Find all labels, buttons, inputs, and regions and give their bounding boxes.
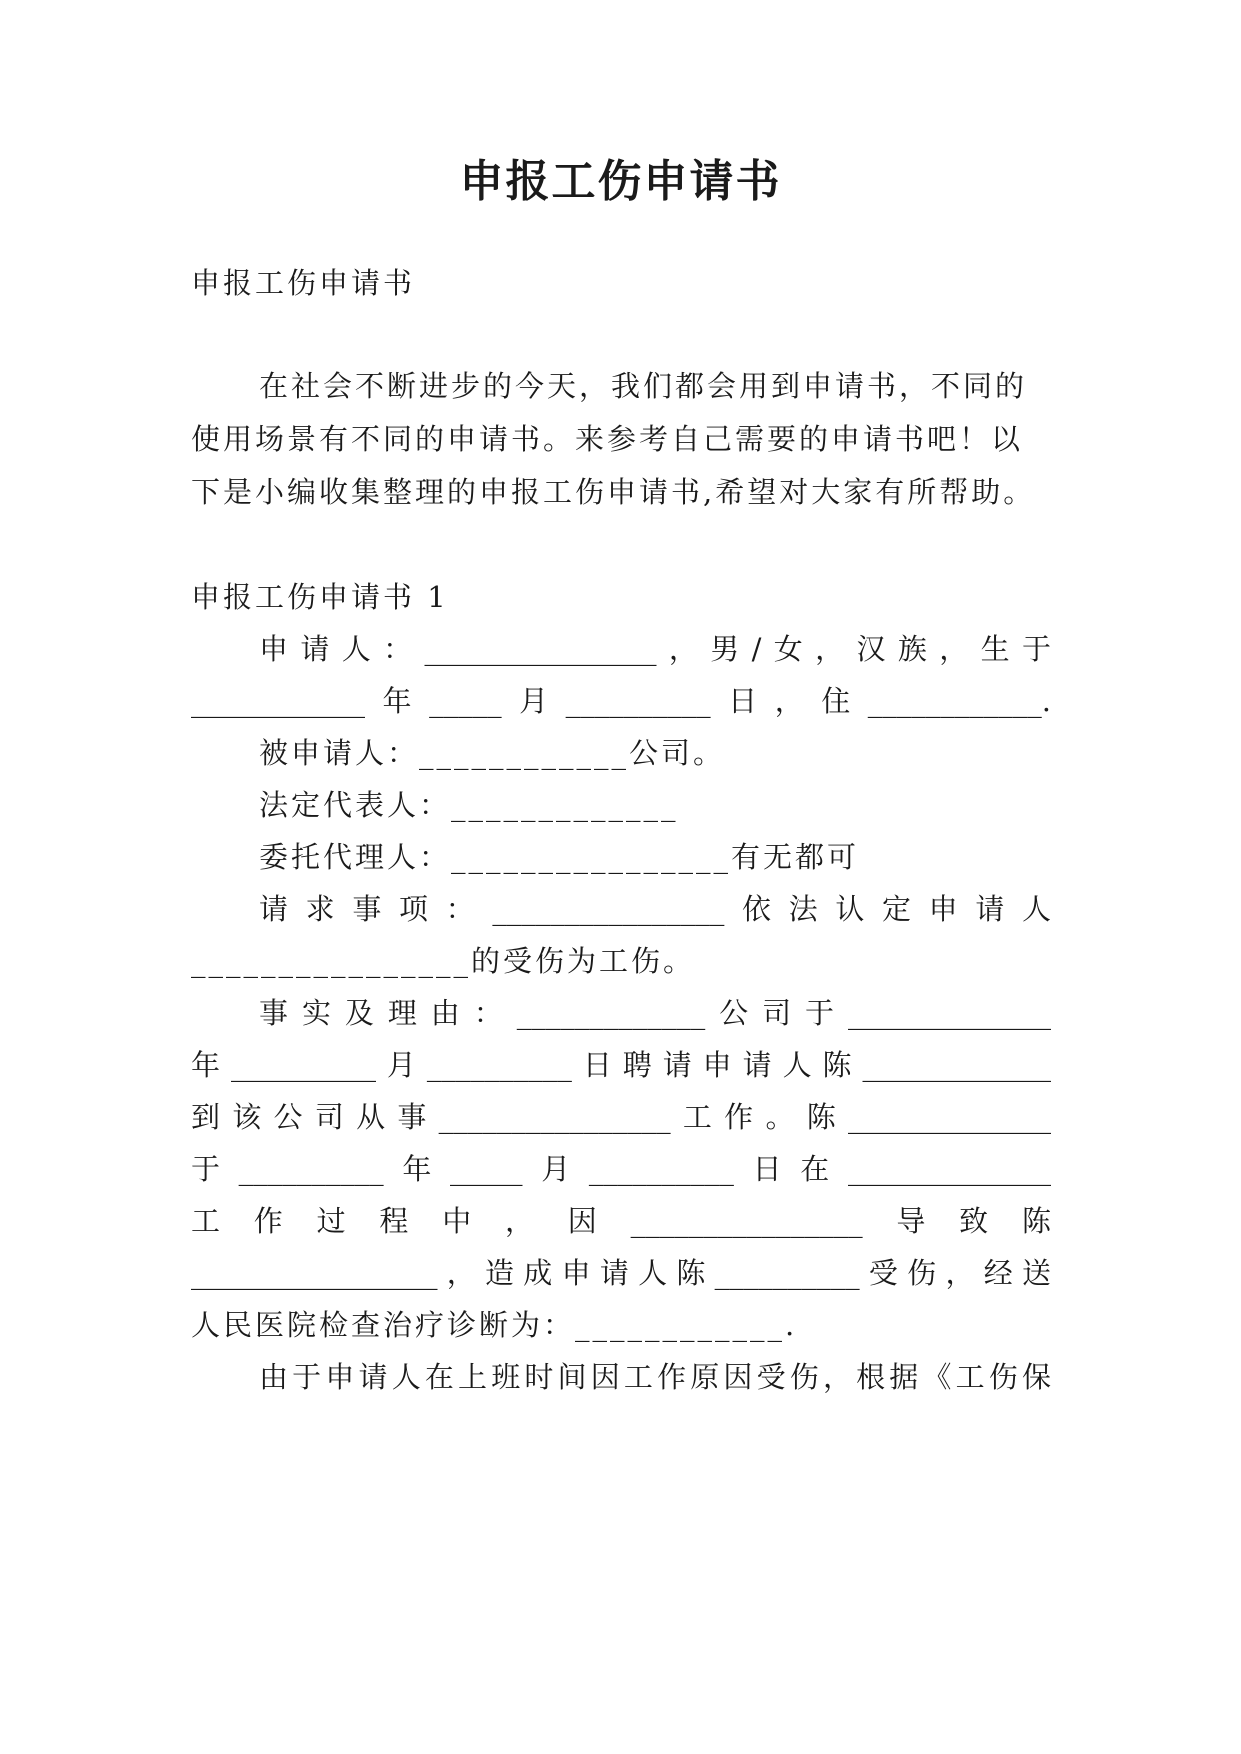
- form-line: ________________的受伤为工伤。: [191, 944, 696, 978]
- form-line: 委托代理人：________________有无都可: [259, 840, 860, 874]
- form-line: 工作过程中，因________________导致陈: [191, 1204, 1051, 1238]
- form-line: 年__________月__________日聘请申请人陈_____________: [191, 1048, 1051, 1082]
- form-line: 法定代表人：_____________: [259, 788, 679, 822]
- form-line: ____________年_____月__________日，住____________.: [191, 684, 1051, 718]
- document-title: 申报工伤申请书: [459, 156, 782, 207]
- form-line: 到该公司从事________________工作。陈______________: [191, 1100, 1051, 1134]
- intro-line: 使用场景有不同的申请书。来参考自己需要的申请书吧！以: [191, 422, 1024, 456]
- intro-line: 在社会不断进步的今天，我们都会用到申请书，不同的: [259, 369, 1028, 403]
- document-heading: 申报工伤申请书: [191, 266, 416, 300]
- form-line: 人民医院检查治疗诊断为：____________.: [191, 1308, 798, 1342]
- form-line: 申请人：________________，男/女，汉族，生于: [259, 632, 1051, 666]
- form-line: 事实及理由：_____________公司于______________: [259, 996, 1051, 1030]
- form-line: 于__________年_____月__________日在______________: [191, 1152, 1051, 1186]
- form-line: _________________，造成申请人陈__________受伤，经送: [191, 1256, 1051, 1290]
- intro-line: 下是小编收集整理的申报工伤申请书,希望对大家有所帮助。: [191, 475, 1036, 509]
- section-heading: 申报工伤申请书 1: [191, 580, 449, 614]
- form-line: 请求事项：________________依法认定申请人: [259, 892, 1051, 926]
- form-line: 被申请人：____________公司。: [259, 736, 726, 770]
- form-line: 由于申请人在上班时间因工作原因受伤，根据《工伤保: [259, 1360, 1051, 1394]
